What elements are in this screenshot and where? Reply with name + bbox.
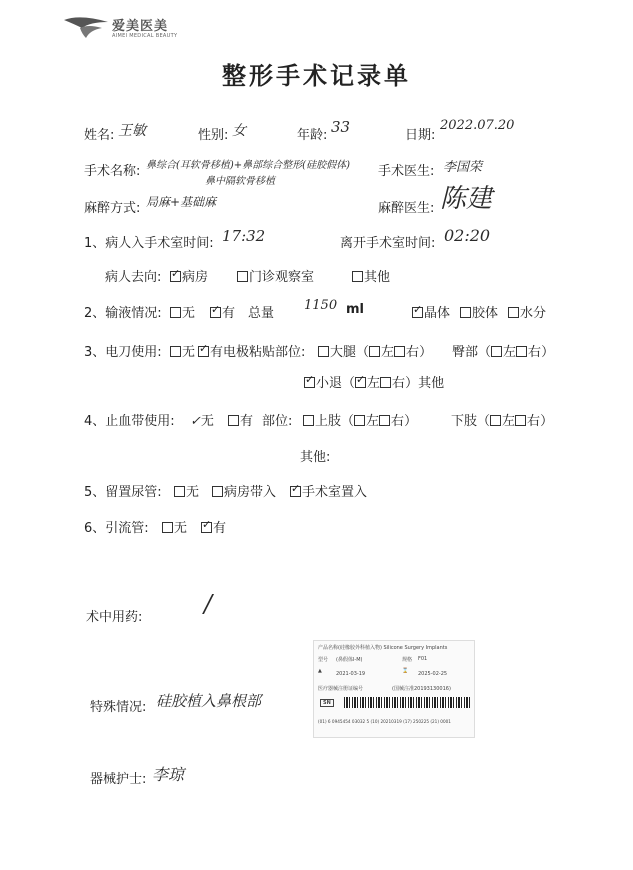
sticker-sn-label: SN: [320, 699, 334, 707]
surgeon-label: 手术医生:: [378, 164, 435, 179]
surgery-name-label: 手术名称:: [84, 164, 141, 179]
anesthetist-signature: 陈建: [440, 184, 493, 214]
handwritten-check-icon: ✓: [190, 414, 201, 429]
tourniquet-lower-limb-option[interactable]: 下肢（ 左 右）: [451, 414, 554, 429]
leave-or-time-value: 02:20: [444, 226, 491, 245]
catheter-or-text: 手术室置入: [302, 485, 368, 500]
buttock-text: 臀部: [452, 345, 479, 360]
catheter-label: 5、留置尿管:: [84, 485, 162, 500]
buttock-left-text: 左: [503, 345, 517, 360]
lower-limb-text: 下肢: [451, 414, 478, 429]
date-label: 日期:: [405, 128, 436, 143]
name-value: 王敏: [118, 123, 146, 139]
checkbox-icon: [303, 415, 314, 426]
checkbox-icon: [380, 377, 391, 388]
sticker-reg-value: (国械注准20193130016): [392, 686, 451, 692]
drainage-none-option[interactable]: [162, 517, 187, 536]
checkbox-icon: [174, 486, 185, 497]
infusion-water-option[interactable]: [508, 302, 546, 321]
leave-or-time-label: 离开手术室时间:: [340, 236, 436, 251]
tourniquet-none-text: 无: [200, 414, 214, 429]
sticker-spec-label: 规格: [402, 657, 413, 663]
checkbox-checked-icon: [290, 486, 301, 497]
destination-ward-text: 病房: [182, 270, 209, 285]
instrument-nurse-label: 器械护士:: [90, 772, 147, 787]
infusion-water-text: 水分: [520, 306, 547, 321]
sticker-mfg-date: 2021-03-19: [336, 671, 366, 677]
infusion-crystal-text: 晶体: [424, 306, 451, 321]
upper-limb-left-text: 左: [366, 414, 380, 429]
drainage-none-text: 无: [174, 521, 188, 536]
infusion-unit: ml: [346, 302, 365, 317]
sticker-reg-label: 医疗器械注册证编号: [318, 686, 364, 692]
sticker-code-line: (01) 6 0945454 03032 5 (10) 20210319 (17) 250225 (21) 0001: [318, 719, 451, 724]
anesthesia-method-value: 局麻+基础麻: [146, 195, 217, 209]
sex-value: 女: [232, 123, 246, 139]
thigh-text: 大腿: [330, 345, 357, 360]
sticker-header: 产品名称(硅橡胶外科植入物) Silicone Surgery Implants: [318, 645, 448, 651]
sticker-exp-date: 2025-02-25: [418, 671, 448, 677]
sticker-barcode: [344, 697, 470, 708]
calf-left-text: 左: [367, 376, 381, 391]
enter-or-time-label: 1、病人入手术室时间:: [84, 236, 214, 251]
checkbox-checked-icon: [201, 522, 212, 533]
tourniquet-other-label: 其他:: [300, 450, 331, 465]
buttock-right-text: 右: [528, 345, 542, 360]
age-label: 年龄:: [297, 128, 328, 143]
checkbox-checked-icon: [170, 271, 181, 282]
checkbox-icon: [516, 346, 527, 357]
date-value: 2022.07.20: [440, 118, 515, 133]
patient-destination-label: 病人去向:: [105, 270, 162, 285]
checkbox-icon: [490, 415, 501, 426]
destination-other-text: 其他: [364, 270, 391, 285]
checkbox-icon: [354, 415, 365, 426]
sex-label: 性别:: [198, 128, 229, 143]
thigh-left-text: 左: [381, 345, 395, 360]
infusion-none-option[interactable]: [170, 302, 195, 321]
tourniquet-upper-limb-option[interactable]: 上肢（ 左 右）: [303, 410, 417, 429]
instrument-nurse-value: 李琼: [152, 765, 185, 784]
infusion-colloid-text: 胶体: [472, 306, 499, 321]
age-value: 33: [331, 118, 351, 136]
checkbox-checked-icon: [198, 346, 209, 357]
electro-have-option[interactable]: [198, 341, 305, 360]
checkbox-icon: [491, 346, 502, 357]
name-label: 姓名:: [84, 128, 115, 143]
calf-text: 小退: [316, 376, 343, 391]
catheter-ward-text: 病房带入: [224, 485, 277, 500]
tourniquet-have-option[interactable]: [228, 410, 253, 429]
infusion-colloid-option[interactable]: [460, 302, 498, 321]
electro-none-text: 无: [182, 345, 196, 360]
anesthetist-label: 麻醉医生:: [378, 201, 435, 216]
sticker-mfg-icon: ▲: [318, 668, 322, 674]
checkbox-checked-icon: [210, 307, 221, 318]
lower-limb-left-text: 左: [502, 414, 516, 429]
medication-label: 术中用药:: [86, 610, 143, 625]
infusion-label: 2、输液情况:: [84, 306, 162, 321]
checkbox-icon: [352, 271, 363, 282]
upper-limb-text: 上肢: [315, 414, 342, 429]
thigh-right-text: 右: [406, 345, 420, 360]
checkbox-icon: [460, 307, 471, 318]
checkbox-icon: [515, 415, 526, 426]
sticker-exp-icon: ⌛: [402, 668, 409, 674]
sticker-model-label: 型号: [318, 657, 329, 663]
electrode-buttock-option[interactable]: 臀部（ 左 右）: [452, 345, 555, 360]
infusion-have-text: 有: [222, 306, 236, 321]
checkbox-icon: [162, 522, 173, 533]
checkbox-icon: [212, 486, 223, 497]
clinic-logo: [62, 12, 182, 46]
sticker-model-value: (鼻假体I-M): [336, 657, 363, 663]
infusion-total-value: 1150: [304, 298, 338, 313]
checkbox-icon: [170, 346, 181, 357]
upper-limb-right-text: 右: [391, 414, 405, 429]
destination-other-option[interactable]: [352, 266, 390, 285]
checkbox-icon: [237, 271, 248, 282]
checkbox-icon: [170, 307, 181, 318]
checkbox-icon: [379, 415, 390, 426]
surgery-name-value-line2: 鼻中隔软骨移植: [205, 176, 275, 187]
implant-label-sticker: [313, 640, 475, 738]
calf-right-text: 右: [392, 376, 406, 391]
electro-have-text: 有电极粘贴部位:: [210, 345, 306, 360]
tourniquet-have-text: 有: [240, 414, 254, 429]
checkbox-checked-icon: [412, 307, 423, 318]
special-situation-value: 硅胶植入鼻根部: [156, 692, 262, 710]
infusion-total-label: 总量: [248, 306, 275, 321]
destination-ward-option[interactable]: [170, 266, 208, 285]
infusion-none-text: 无: [182, 306, 196, 321]
catheter-none-text: 无: [186, 485, 200, 500]
electrocautery-label: 3、电刀使用:: [84, 345, 162, 360]
checkbox-checked-icon: [304, 377, 315, 388]
surgeon-value: 李国荣: [443, 160, 483, 175]
drainage-label: 6、引流管:: [84, 521, 149, 536]
electro-none-option[interactable]: [170, 341, 195, 360]
electrode-calf-option[interactable]: ✓小退（✓ 左 右）其他: [304, 372, 444, 391]
infusion-have-option[interactable]: [210, 302, 235, 321]
bird-logo-icon: [62, 12, 110, 42]
tourniquet-none-option[interactable]: [190, 410, 214, 429]
lower-limb-right-text: 右: [527, 414, 541, 429]
tourniquet-part-label: 部位:: [262, 414, 293, 429]
enter-or-time-value: 17:32: [222, 227, 266, 245]
logo-chinese-name: 爱美医美: [112, 19, 169, 34]
checkbox-icon: [228, 415, 239, 426]
destination-observation-text: 门诊观察室: [249, 270, 315, 285]
checkbox-icon: [508, 307, 519, 318]
checkbox-icon: [318, 346, 329, 357]
infusion-crystal-option[interactable]: [412, 302, 450, 321]
anesthesia-method-label: 麻醉方式:: [84, 201, 141, 216]
form-title: 整形手术记录单: [222, 62, 411, 90]
catheter-none-option[interactable]: [174, 481, 199, 500]
tourniquet-label: 4、止血带使用:: [84, 414, 175, 429]
electrode-thigh-option[interactable]: 大腿（ 左 右）: [318, 341, 432, 360]
medication-value: /: [204, 590, 213, 618]
catheter-ward-option[interactable]: [212, 481, 276, 500]
drainage-have-text: 有: [213, 521, 227, 536]
sticker-spec-value: F01: [418, 656, 428, 662]
checkbox-icon: [394, 346, 405, 357]
checkbox-checked-icon: [355, 377, 366, 388]
logo-english-name: AIMEI MEDICAL BEAUTY: [112, 33, 178, 39]
special-situation-label: 特殊情况:: [90, 700, 147, 715]
catheter-or-option[interactable]: [290, 481, 367, 500]
destination-observation-option[interactable]: [237, 266, 314, 285]
surgery-name-value-line1: 鼻综合(耳软骨移植)+鼻部综合整形(硅胶假体): [146, 160, 350, 171]
checkbox-icon: [369, 346, 380, 357]
electrode-other-text: 其他: [418, 376, 445, 391]
drainage-have-option[interactable]: [201, 517, 226, 536]
